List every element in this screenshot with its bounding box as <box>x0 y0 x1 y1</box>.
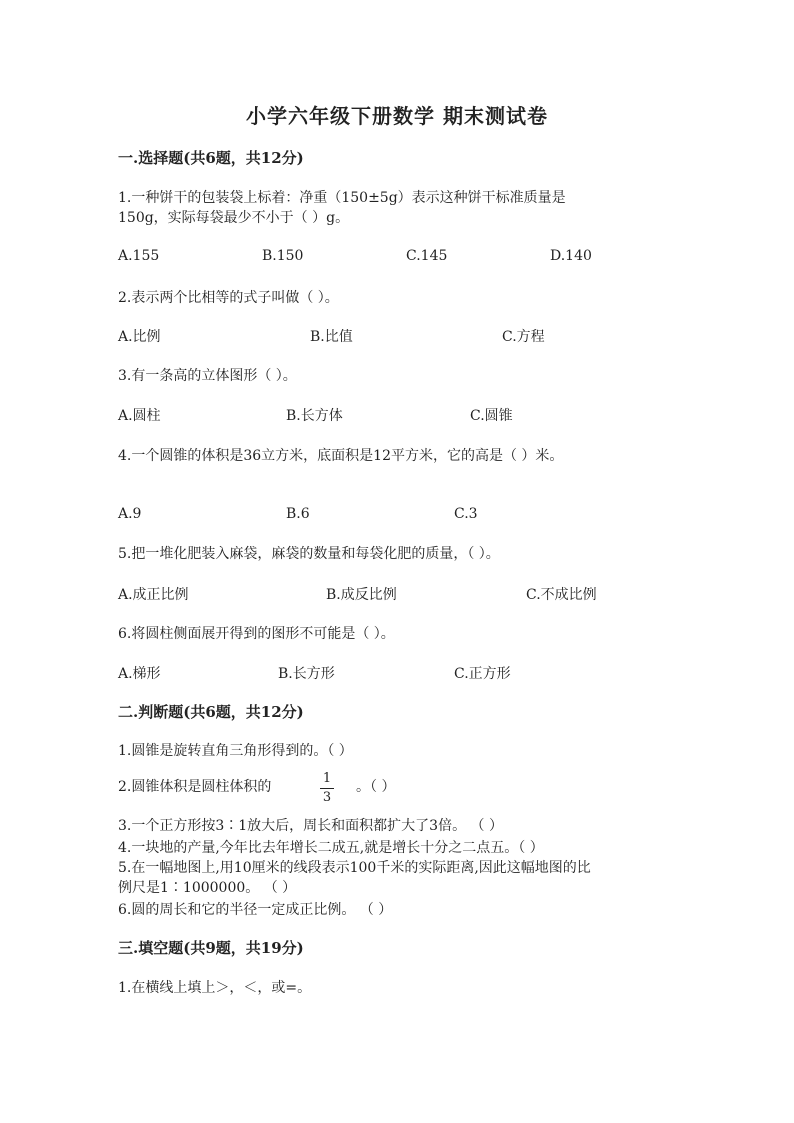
option-a: A.9 <box>118 506 142 522</box>
question-2-5-line2: 例尺是1∶1000000。 （ ） <box>118 880 297 896</box>
question-1-5: 5.把一堆化肥装入麻袋，麻袋的数量和每袋化肥的质量，（ ）。 <box>118 546 500 562</box>
fraction-numerator: 1 <box>322 771 332 786</box>
option-b: B.6 <box>286 506 310 522</box>
option-b: B.长方体 <box>286 408 343 424</box>
section-heading-judgement: 二.判断题(共6题，共12分) <box>118 703 304 721</box>
option-b: B.长方形 <box>278 666 335 682</box>
question-2-5-line1: 5.在一幅地图上,用10厘米的线段表示100千米的实际距离,因此这幅地图的比 <box>118 860 591 876</box>
option-b: B.比值 <box>310 329 353 345</box>
question-2-3: 3.一个正方形按3∶1放大后，周长和面积都扩大了3倍。 （ ） <box>118 818 503 834</box>
option-c: C.145 <box>406 248 448 264</box>
option-c: C.圆锥 <box>470 408 513 424</box>
question-1-2: 2.表示两个比相等的式子叫做（ ）。 <box>118 290 339 306</box>
question-2-6: 6.圆的周长和它的半径一定成正比例。 （ ） <box>118 902 393 918</box>
question-2-4: 4.一块地的产量,今年比去年增长二成五,就是增长十分之二点五。（ ） <box>118 840 544 856</box>
option-c: C.不成比例 <box>526 587 597 603</box>
option-a: A.155 <box>118 248 160 264</box>
fraction-one-third <box>320 771 334 806</box>
question-1-3: 3.有一条高的立体图形（ ）。 <box>118 368 297 384</box>
question-1-1-line1: 1.一种饼干的包装袋上标着：净重（150±5g）表示这种饼干标准质量是 <box>118 190 566 206</box>
fraction-bar <box>320 788 334 789</box>
question-1-1-line2: 150g，实际每袋最少不小于（ ）g。 <box>118 210 350 226</box>
option-a: A.圆柱 <box>118 408 161 424</box>
page-title: 小学六年级下册数学 期末测试卷 <box>246 104 548 128</box>
fraction-denominator: 3 <box>322 790 332 805</box>
question-2-2-after: 。（ ） <box>356 779 396 795</box>
option-c: C.方程 <box>502 329 545 345</box>
question-1-6: 6.将圆柱侧面展开得到的图形不可能是（ ）。 <box>118 626 395 642</box>
question-1-4: 4.一个圆锥的体积是36立方米，底面积是12平方米，它的高是（ ）米。 <box>118 448 564 464</box>
option-d: D.140 <box>550 248 592 264</box>
option-a: A.比例 <box>118 329 161 345</box>
option-a: A.梯形 <box>118 666 161 682</box>
option-b: B.150 <box>262 248 304 264</box>
section-heading-fill-in: 三.填空题(共9题，共19分) <box>118 939 304 957</box>
section-heading-choice: 一.选择题(共6题，共12分) <box>118 149 304 167</box>
option-b: B.成反比例 <box>326 587 397 603</box>
option-c: C.3 <box>454 506 478 522</box>
question-3-1: 1.在横线上填上＞，＜，或=。 <box>118 980 312 996</box>
question-2-2: 2.圆锥体积是圆柱体积的 <box>118 779 272 795</box>
question-2-1: 1.圆锥是旋转直角三角形得到的。（ ） <box>118 743 353 759</box>
option-c: C.正方形 <box>454 666 511 682</box>
option-a: A.成正比例 <box>118 587 189 603</box>
